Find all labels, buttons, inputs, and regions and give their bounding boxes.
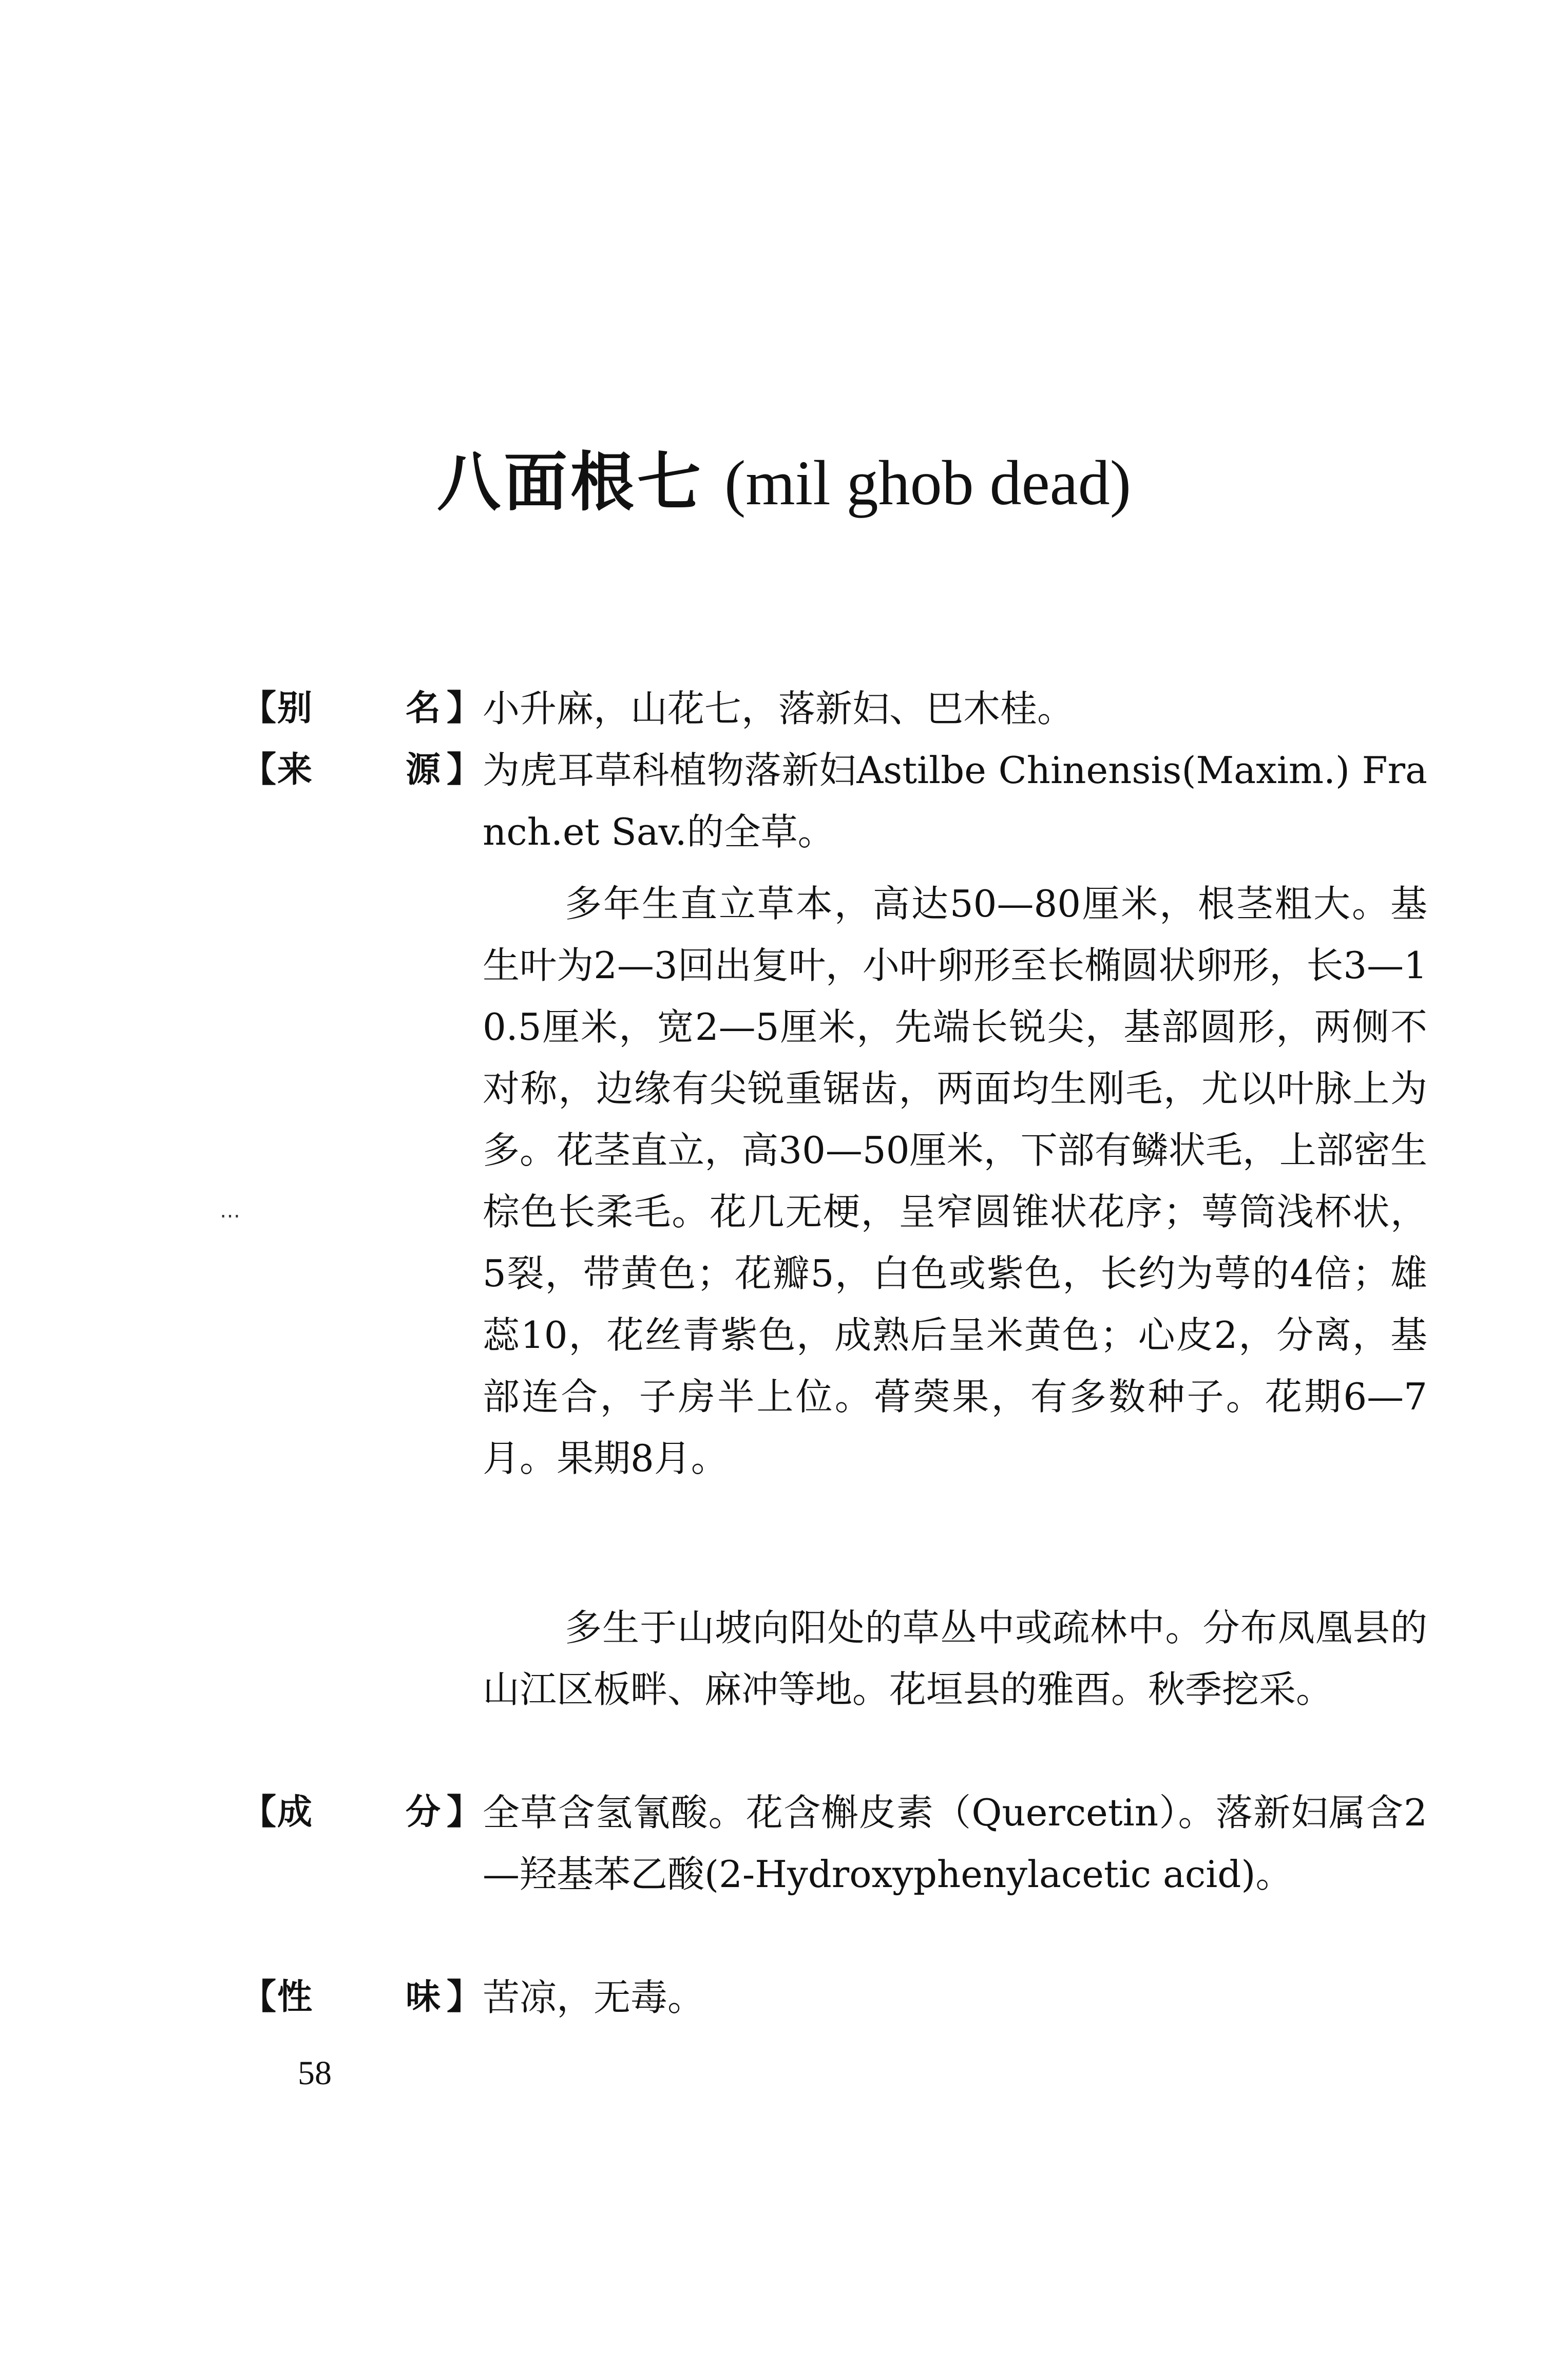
entry-label: 【 别 名 】 (241, 688, 482, 729)
entry-text: 全草含氢氰酸。花含槲皮素（Quercetin）。落新妇属含2—羟基苯乙酸(2-Hydroxyphenylacetic acid)。 (483, 1791, 1427, 1896)
entry-label: 【 成 分 】 (241, 1792, 482, 1833)
entry-label: 【 来 源 】 (241, 750, 482, 790)
page-number: 58 (298, 2054, 332, 2092)
title-latin: (mil ghob dead) (724, 448, 1132, 518)
entry-text: 苦凉，无毒。 (483, 1976, 705, 2019)
page-title (0, 442, 1568, 524)
habitat-text: 多生于山坡向阳处的草丛中或疏林中。分布凤凰县的山江区板畔、麻冲等地。花垣县的雅酉。秋季挖采。 (483, 1606, 1427, 1711)
plant-description: 多年生直立草本，高达50—80厘米，根茎粗大。基生叶为2—3回出复叶，小叶卵形至长椭圆状卵形，长3—10.5厘米，宽2—5厘米，先端长锐尖，基部圆形，两侧不对称，边缘有尖锐重锯齿，两面均生刚毛，尤以叶脉上为多。花茎直立，高30—50厘米，下部有鳞状毛，上部密生棕色长柔毛。花几无梗，呈窄圆锥状花序；萼筒浅杯状，5裂，带黄色；花瓣5，白色或紫色，长约为萼的4倍；雄蕊10，花丝青紫色，成熟后呈米黄色；心皮2，分离，基部连合，子房半上位。蓇葖果，有多数种子。花期6—7月。果期8月。 (483, 882, 1427, 1480)
entry-text: 为虎耳草科植物落新妇Astilbe Chinensis(Maxim.) Franch.et Sav.的全草。 (483, 749, 1427, 853)
entry-text: 小升麻，山花七，落新妇、巴木桂。 (483, 687, 1075, 730)
title-chinese: 八面根七 (436, 446, 704, 520)
entry-label: 【 性 味 】 (241, 1977, 482, 2017)
margin-mark: ⋯ (220, 1204, 240, 1228)
